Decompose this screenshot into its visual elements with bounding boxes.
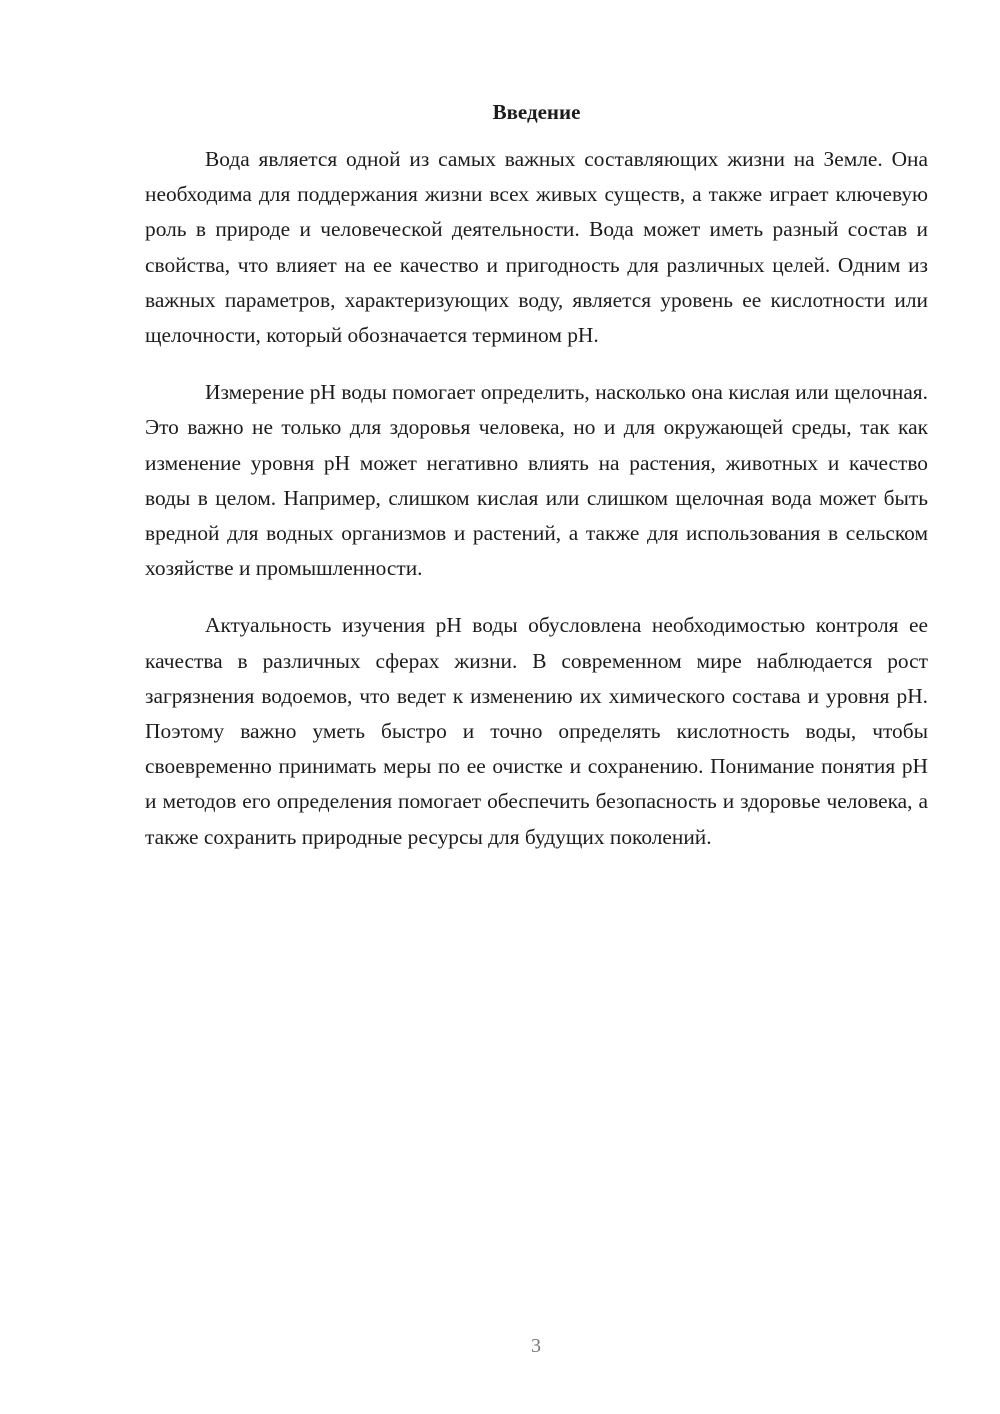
section-heading: Введение [492, 100, 581, 124]
paragraph-relevance: Актуальность изучения pH воды обусловлена необходимостью контроля ее качества в различных сферах жизни. В современном мире наблюдается рост загрязнения водоемов, что ведет к изменению их химического состава и уровня pH. Поэтому важно уметь быстро и точно определять кислотность воды, чтобы своевременно принимать меры по ее очистке и сохранению. Понимание понятия pH и методов его определения помогает обеспечить безопасность и здоровье человека, а также сохранить природные ресурсы для будущих поколений. [145, 613, 928, 849]
paragraph-ph-measurement: Измерение pH воды помогает определить, насколько она кислая или щелочная. Это важно не только для здоровья человека, но и для окружающей среды, так как изменение уровня pH может негативно влиять на растения, животных и качество воды в целом. Например, слишком кислая или слишком щелочная вода может быть вредной для водных организмов и растений, а также для использования в сельском хозяйстве и промышленности. [145, 380, 928, 581]
paragraph-intro: Вода является одной из самых важных составляющих жизни на Земле. Она необходима для поддержания жизни всех живых существ, а также играет ключевую роль в природе и человеческой деятельности. Вода может иметь разный состав и свойства, что влияет на ее качество и пригодность для различных целей. Одним из важных параметров, характеризующих воду, является уровень ее кислотности или щелочности, который обозначается термином pH. [145, 147, 928, 348]
page-number: 3 [531, 1335, 541, 1357]
body-text [145, 142, 928, 877]
